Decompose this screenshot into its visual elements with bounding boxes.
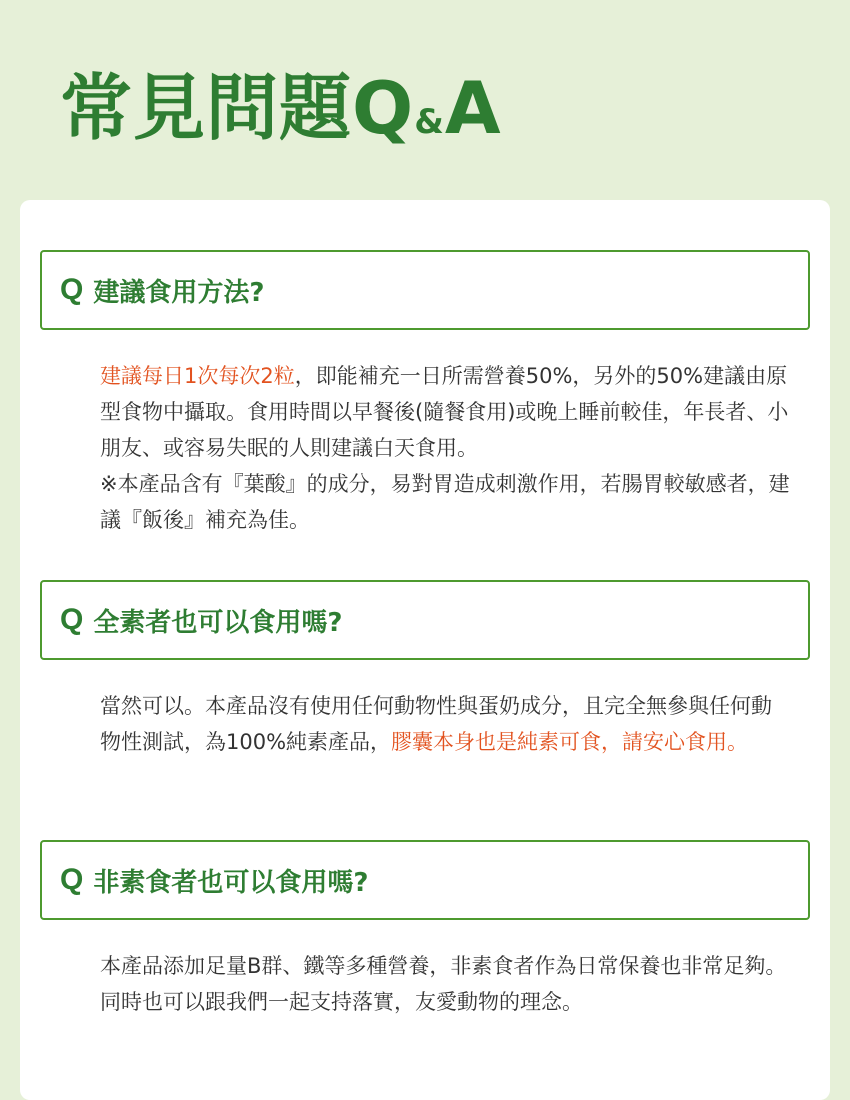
page-title-ampersand: & xyxy=(414,102,445,142)
answer-highlight: 膠囊本身也是純素可食，請安心食用。 xyxy=(391,730,749,754)
question-text: 全素者也可以食用嗎? xyxy=(93,607,343,638)
answer-paragraph xyxy=(100,688,790,760)
answer xyxy=(40,688,810,760)
answer-highlight: 建議每日1次每次2粒 xyxy=(100,364,295,388)
page-title xyxy=(60,66,502,150)
answer-paragraph xyxy=(100,358,790,466)
page-title-main: 常見問題Q xyxy=(60,66,415,150)
question-box[interactable] xyxy=(40,580,810,660)
question-box[interactable] xyxy=(40,840,810,920)
answer xyxy=(40,358,810,538)
answer-paragraph: 本產品添加足量B群、鐵等多種營養，非素食者作為日常保養也非常足夠。同時也可以跟我們一起支持落實，友愛動物的理念。 xyxy=(100,954,787,1014)
answer-text: ，即能補充一日所需營養50%，另外的50%建議由原型食物中攝取。食用時間以早餐後(隨餐食用)或晚上睡前較佳，年長者、小朋友、或容易失眠的人則建議白天食用。 xyxy=(100,364,789,460)
faq-item-vegan xyxy=(40,580,810,760)
q-mark-icon: Q xyxy=(60,273,84,306)
page-title-end: A xyxy=(444,66,502,150)
faq-item-usage xyxy=(40,250,810,538)
faq-card xyxy=(20,200,830,1100)
question-text: 建議食用方法? xyxy=(93,277,265,308)
answer-note: ※本產品含有『葉酸』的成分，易對胃造成刺激作用，若腸胃較敏感者，建議『飯後』補充為佳。 xyxy=(100,472,790,532)
question-box[interactable] xyxy=(40,250,810,330)
q-mark-icon: Q xyxy=(60,863,84,896)
q-mark-icon: Q xyxy=(60,603,84,636)
answer xyxy=(40,948,810,1020)
answer-text: 當然可以。本產品沒有使用任何動物性與蛋奶成分，且完全無參與任何動物性測試，為100%純素產品， xyxy=(100,694,772,754)
faq-item-non-vegan xyxy=(40,840,810,1020)
question-text: 非素食者也可以食用嗎? xyxy=(93,867,369,898)
